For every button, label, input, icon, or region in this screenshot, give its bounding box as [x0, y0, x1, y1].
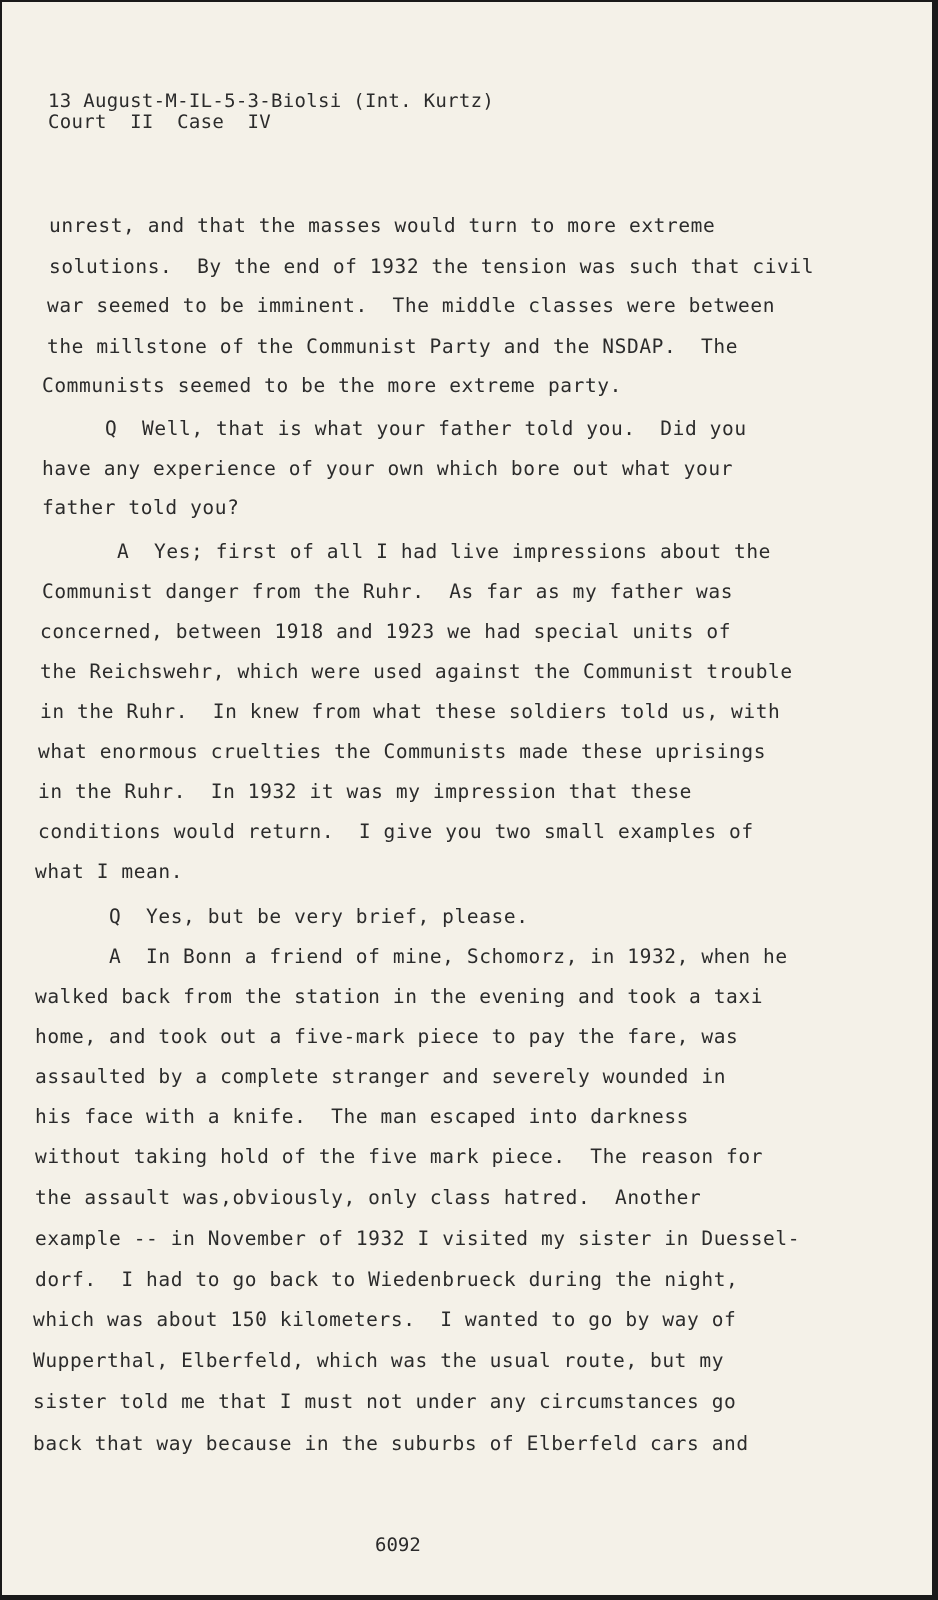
text-line: Communist danger from the Ruhr. As far as my father was [42, 580, 734, 603]
text-line: father told you? [42, 496, 240, 519]
text-line: have any experience of your own which bore out what your [42, 457, 734, 480]
text-line: home, and took out a five-mark piece to pay the fare, was [35, 1025, 739, 1048]
text-line: sister told me that I must not under any circumstances go [33, 1390, 737, 1413]
text-line: what I mean. [35, 860, 184, 883]
text-line: conditions would return. I give you two small examples of [38, 820, 754, 843]
text-line: what enormous cruelties the Communists made these uprisings [38, 740, 767, 763]
text-line: war seemed to be imminent. The middle classes were between [47, 294, 776, 317]
text-line: solutions. By the end of 1932 the tension was such that civil [49, 255, 815, 278]
text-line: back that way because in the suburbs of Elberfeld cars and [33, 1432, 749, 1455]
text-line: unrest, and that the masses would turn to more extreme [49, 214, 716, 237]
text-line: Communists seemed to be the more extreme party. [42, 374, 622, 397]
text-line: A Yes; first of all I had live impressions about the [117, 540, 772, 563]
text-line: without taking hold of the five mark piece. The reason for [35, 1145, 764, 1168]
text-line: Wupperthal, Elberfeld, which was the usual route, but my [33, 1349, 725, 1372]
text-line: Q Well, that is what your father told you. Did you [105, 417, 747, 440]
page-number: 6092 [375, 1534, 421, 1556]
text-line: Q Yes, but be very brief, please. [109, 905, 529, 928]
header-line-1: 13 August-M-IL-5-3-Biolsi (Int. Kurtz) [48, 90, 495, 112]
text-line: dorf. I had to go back to Wiedenbrueck during the night, [35, 1268, 739, 1291]
text-line: his face with a knife. The man escaped into darkness [35, 1105, 690, 1128]
text-line: A In Bonn a friend of mine, Schomorz, in 1932, when he [109, 945, 788, 968]
document-page [2, 2, 932, 1595]
text-line: the Reichswehr, which were used against the Communist trouble [40, 660, 793, 683]
text-line: concerned, between 1918 and 1923 we had special units of [40, 620, 732, 643]
header-line-2: Court II Case IV [48, 111, 272, 133]
text-line: the assault was,obviously, only class hatred. Another [35, 1186, 702, 1209]
text-line: which was about 150 kilometers. I wanted to go by way of [33, 1308, 737, 1331]
text-line: in the Ruhr. In knew from what these soldiers told us, with [40, 700, 781, 723]
text-line: in the Ruhr. In 1932 it was my impression that these [38, 780, 693, 803]
text-line: assaulted by a complete stranger and severely wounded in [35, 1065, 727, 1088]
text-line: walked back from the station in the evening and took a taxi [35, 985, 764, 1008]
text-line: example -- in November of 1932 I visited my sister in Duessel- [35, 1227, 801, 1250]
text-line: the millstone of the Communist Party and the NSDAP. The [47, 335, 739, 358]
